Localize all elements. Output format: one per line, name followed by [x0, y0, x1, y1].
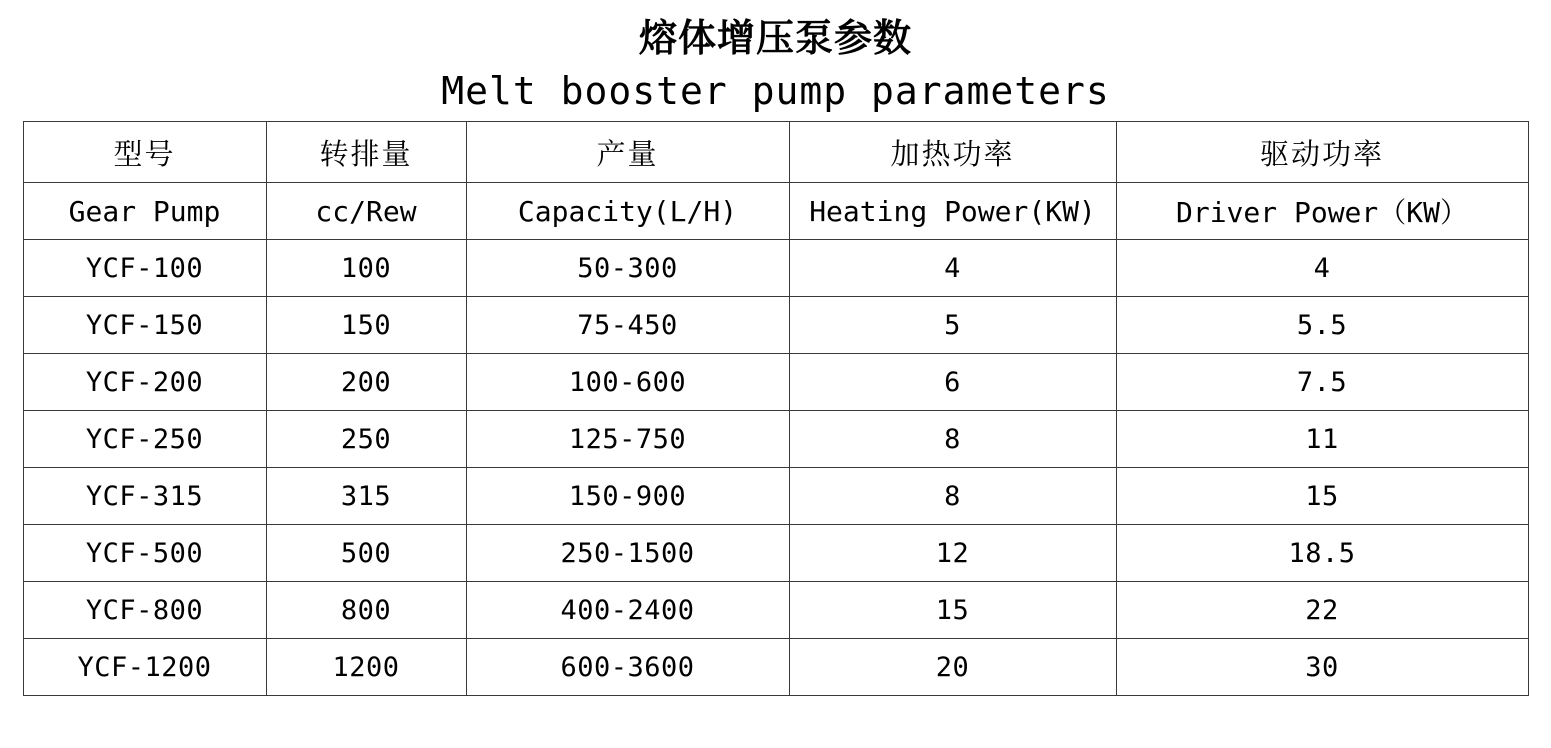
cell-heating-power: 6: [789, 354, 1116, 411]
table-row: [23, 354, 1528, 411]
cell-driver-power: 22: [1116, 582, 1528, 639]
cell-heating-power: 12: [789, 525, 1116, 582]
column-header-capacity-cn: 产量: [466, 122, 789, 183]
cell-model: YCF-315: [23, 468, 266, 525]
cell-driver-power: 5.5: [1116, 297, 1528, 354]
cell-model: YCF-150: [23, 297, 266, 354]
column-header-heating-power-en: Heating Power(KW): [789, 183, 1116, 240]
cell-displacement: 315: [266, 468, 466, 525]
table-row: [23, 525, 1528, 582]
cell-capacity: 400-2400: [466, 582, 789, 639]
document-page: [0, 18, 1551, 748]
cell-capacity: 150-900: [466, 468, 789, 525]
cell-model: YCF-800: [23, 582, 266, 639]
cell-displacement: 500: [266, 525, 466, 582]
cell-heating-power: 4: [789, 240, 1116, 297]
cell-capacity: 600-3600: [466, 639, 789, 696]
column-header-model-cn: 型号: [23, 122, 266, 183]
cell-heating-power: 8: [789, 468, 1116, 525]
column-header-heating-power-cn: 加热功率: [789, 122, 1116, 183]
cell-capacity: 125-750: [466, 411, 789, 468]
cell-capacity: 50-300: [466, 240, 789, 297]
cell-model: YCF-500: [23, 525, 266, 582]
table-row: [23, 411, 1528, 468]
cell-capacity: 100-600: [466, 354, 789, 411]
page-title-english: Melt booster pump parameters: [441, 68, 1110, 113]
cell-displacement: 200: [266, 354, 466, 411]
column-header-driver-power-en: Driver Power（KW）: [1116, 183, 1528, 240]
column-header-capacity-en: Capacity(L/H): [466, 183, 789, 240]
cell-model: YCF-100: [23, 240, 266, 297]
column-header-driver-power-cn: 驱动功率: [1116, 122, 1528, 183]
cell-driver-power: 30: [1116, 639, 1528, 696]
table-row: [23, 297, 1528, 354]
cell-model: YCF-200: [23, 354, 266, 411]
cell-driver-power: 11: [1116, 411, 1528, 468]
cell-driver-power: 7.5: [1116, 354, 1528, 411]
cell-heating-power: 20: [789, 639, 1116, 696]
table-row: [23, 240, 1528, 297]
cell-heating-power: 15: [789, 582, 1116, 639]
cell-heating-power: 5: [789, 297, 1116, 354]
table-header-row-english: [23, 183, 1528, 240]
cell-displacement: 800: [266, 582, 466, 639]
cell-capacity: 250-1500: [466, 525, 789, 582]
cell-displacement: 100: [266, 240, 466, 297]
cell-displacement: 150: [266, 297, 466, 354]
column-header-model-en: Gear Pump: [23, 183, 266, 240]
cell-driver-power: 4: [1116, 240, 1528, 297]
cell-model: YCF-250: [23, 411, 266, 468]
cell-heating-power: 8: [789, 411, 1116, 468]
column-header-displacement-cn: 转排量: [266, 122, 466, 183]
table-header-row-chinese: [23, 122, 1528, 183]
page-title-chinese: 熔体增压泵参数: [638, 16, 912, 60]
table-row: [23, 582, 1528, 639]
table-row: [23, 468, 1528, 525]
cell-driver-power: 18.5: [1116, 525, 1528, 582]
table-row: [23, 639, 1528, 696]
parameters-table: [23, 121, 1529, 696]
cell-displacement: 1200: [266, 639, 466, 696]
column-header-displacement-en: cc/Rew: [266, 183, 466, 240]
cell-driver-power: 15: [1116, 468, 1528, 525]
cell-model: YCF-1200: [23, 639, 266, 696]
cell-displacement: 250: [266, 411, 466, 468]
cell-capacity: 75-450: [466, 297, 789, 354]
